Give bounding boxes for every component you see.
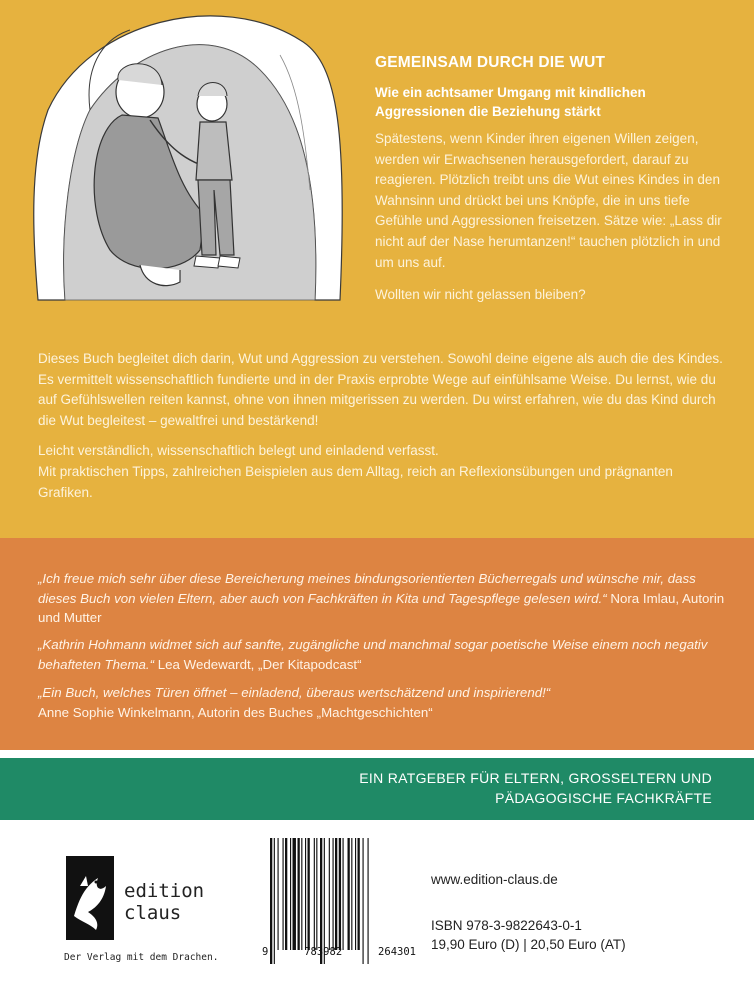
barcode-digit-prefix: 9 [262,946,269,958]
barcode-bar [355,838,356,950]
barcode-bar [285,838,287,950]
barcode-bar [314,838,315,950]
closing-line-1: Leicht verständlich, wissenschaftlich belegt und einladend verfasst. [38,443,439,459]
quote-2-text: „Kathrin Hohmann widmet sich auf sanfte, zugängliche und manchmal sogar poetische Weise einem noch negativ behafteten Thema.“ [38,637,708,672]
barcode-digit-group-1: 783982 [304,946,343,958]
closing-line-2: Mit praktischen Tipps, zahlreichen Beispielen aus dem Alltag, reich an Reflexionsübungen und prägnanten Grafiken. [38,463,673,500]
barcode-bar [351,838,352,950]
publisher-url[interactable]: www.edition-claus.de [431,872,558,887]
banner-line-1: EIN RATGEBER FÜR ELTERN, GROSSELTERN UND [359,770,712,786]
book-heading: GEMEINSAM DURCH DIE WUT [375,54,606,71]
price: 19,90 Euro (D) | 20,50 Euro (AT) [431,937,626,952]
publisher-name-line-1: edition [124,880,205,902]
barcode-bar [308,838,310,950]
barcode-bar [335,838,337,950]
lead-text [375,129,730,306]
publisher-logo [58,856,238,963]
barcode-bar [298,838,300,950]
barcode-bar [358,838,360,950]
quote-1-text: „Ich freue mich sehr über diese Bereicherung meines bindungsorientierten Bücherregals und wünsche mir, dass dieses Buch von vielen Eltern, aber auch von Fachkräften in Kita und Tagespflege gelesen wird.“ [38,571,696,606]
barcode-bar [305,838,306,950]
description-text [38,349,728,503]
closing-paragraph [38,441,728,503]
barcode-bar [316,838,317,950]
barcode-bar [278,838,279,950]
barcode-digits [262,946,416,958]
quote-1-author: Nora Imlau, Autorin und Mutter [38,590,725,625]
barcode-bar [339,838,341,950]
barcode-bar [333,838,334,950]
quotes-panel [0,538,754,750]
imprint-area [0,820,754,1000]
divider-strip [0,750,754,758]
publisher-slogan: Der Verlag mit dem Drachen. [64,952,219,963]
lead-question: Wollten wir nicht gelassen bleiben? [375,287,586,303]
quote-3 [38,683,728,722]
dragon-icon [66,856,114,940]
barcode-bar [348,838,350,950]
quote-2 [38,635,728,674]
barcode-bar [283,838,284,950]
book-subtitle: Wie ein achtsamer Umgang mit kindlichen Aggressionen die Beziehung stärkt [375,85,646,119]
barcode [264,834,414,984]
quote-3-text: „Ein Buch, welches Türen öffnet – einladend, überaus wertschätzend und inspirierend!“ [38,685,551,700]
quote-2-author: Lea Wedewardt, „Der Kitapodcast“ [157,656,362,672]
lead-paragraph: Spätestens, wenn Kinder ihren eigenen Willen zeigen, werden wir Erwachsenen herausgefordert, darauf zu reagieren. Plötzlich treibt uns die Wut eines Kindes in den Wahnsinn und drückt bei uns Knöpfe, die in uns tiefe Gefühle und Aggressionen freisetzen. Sätze wie: „Lass dir nicht auf der Nase herumtanzen!“ tauchen plötzlich in und um uns auf. [375,131,722,270]
body-paragraph: Dieses Buch begleitet dich darin, Wut und Aggression zu verstehen. Sowohl deine eigene als auch die des Kindes. Es vermittelt wissenschaftlich fundierte und in der Praxis erprobte Wege auf einfühlsame Weise. Du lernst, wie du auf Gefühlswellen reiten kannst, ohne von ihnen mitgerissen zu werden. Du wirst erfahren, wie du das Kind durch die Wut begleitest – gewaltfrei und bestärkend! [38,351,723,428]
quote-1 [38,569,728,628]
tent-illustration [30,0,360,330]
barcode-bar [329,838,330,950]
banner-text [359,768,712,808]
isbn: ISBN 978-3-9822643-0-1 [431,918,582,933]
publisher-name-line-2: claus [124,902,182,924]
audience-banner [0,758,754,820]
publisher-name [124,880,204,924]
barcode-bar [293,838,296,950]
barcode-digit-group-2: 264301 [378,946,416,958]
banner-line-2: PÄDAGOGISCHE FACHKRÄFTE [495,790,712,806]
quote-3-author: Anne Sophie Winkelmann, Autorin des Buches „Machtgeschichten“ [38,704,433,720]
dragon-logo-icon [66,856,114,940]
barcode-bar [343,838,344,950]
barcode-bar [301,838,302,950]
barcode-bar [290,838,291,950]
